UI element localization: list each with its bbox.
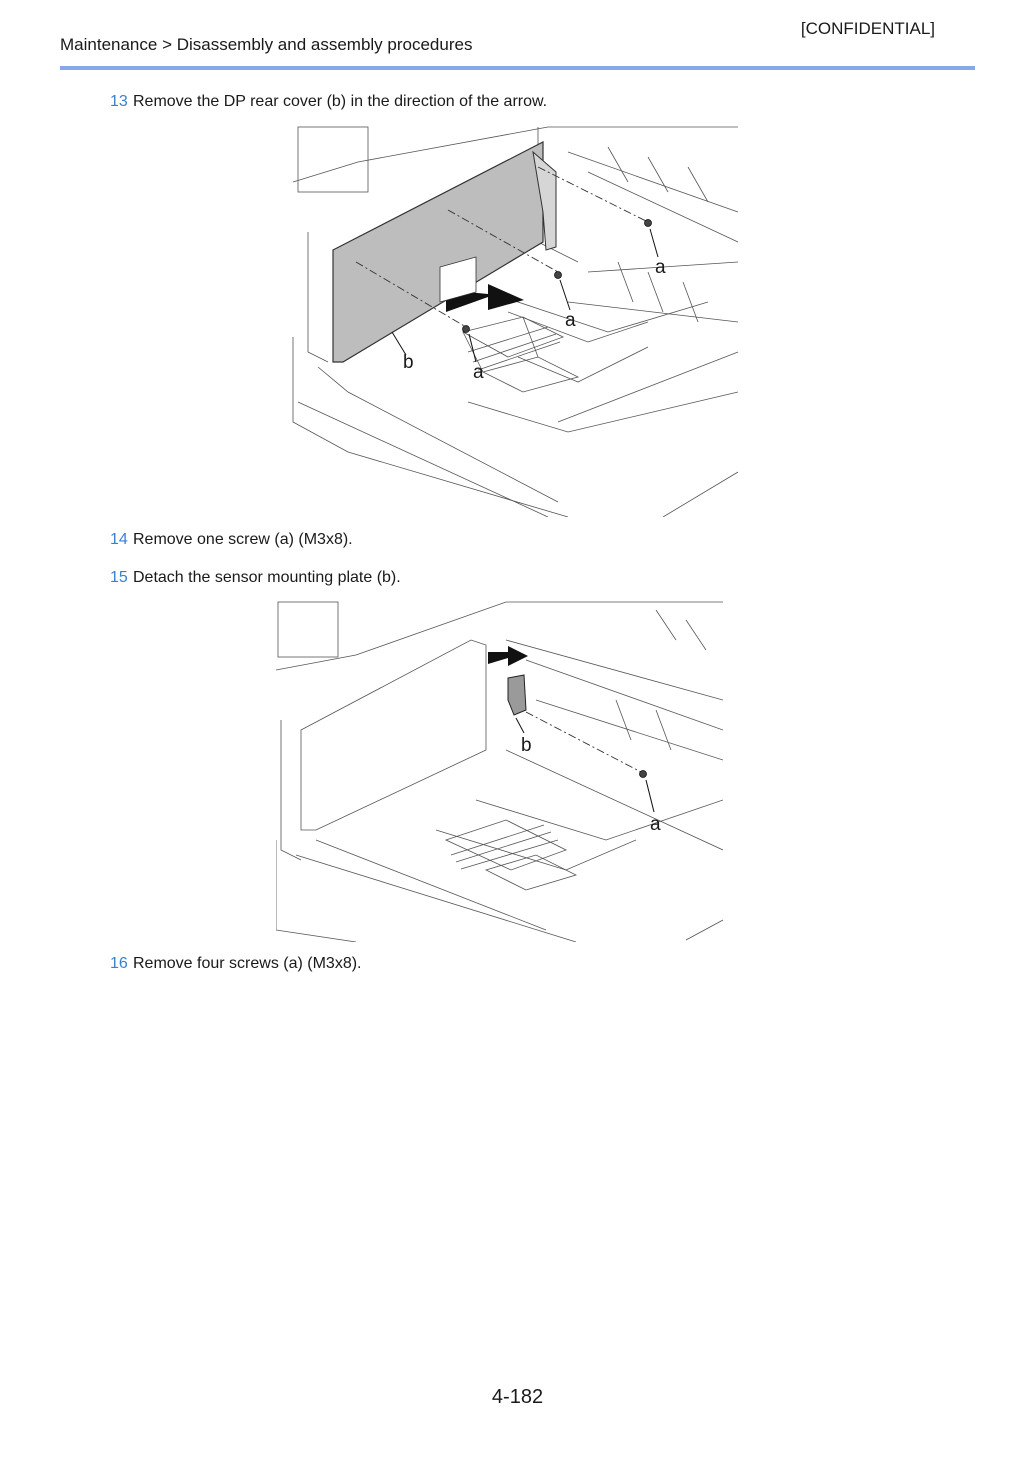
figure-label: b xyxy=(521,735,532,756)
dp-rear-cover-illustration xyxy=(288,122,740,517)
figure-label: a xyxy=(565,310,576,331)
figure-label: b xyxy=(403,352,414,373)
figure-dp-rear-cover xyxy=(288,122,740,517)
step-text: Remove four screws (a) (M3x8). xyxy=(133,955,362,972)
figure-label: a xyxy=(655,257,666,278)
figure-label: a xyxy=(650,814,661,835)
step-number: 13 xyxy=(110,93,128,110)
step-number: 15 xyxy=(110,569,128,586)
step-number: 16 xyxy=(110,955,128,972)
confidential-mark: [CONFIDENTIAL] xyxy=(800,19,935,38)
page-number: 4-182 xyxy=(491,1386,544,1408)
step-text: Detach the sensor mounting plate (b). xyxy=(133,569,401,586)
step-text: Remove the DP rear cover (b) in the direction of the arrow. xyxy=(133,93,548,110)
header-divider xyxy=(60,66,975,70)
figure-label: a xyxy=(473,362,484,383)
sensor-plate-illustration xyxy=(276,600,723,942)
step-text: Remove one screw (a) (M3x8). xyxy=(133,531,353,548)
figure-sensor-mounting-plate xyxy=(276,600,723,942)
breadcrumb: Maintenance > Disassembly and assembly procedures xyxy=(60,35,473,54)
step-number: 14 xyxy=(110,531,128,548)
step-13 xyxy=(110,93,547,111)
step-15 xyxy=(110,569,401,587)
step-14 xyxy=(110,531,353,549)
step-16 xyxy=(110,955,362,973)
